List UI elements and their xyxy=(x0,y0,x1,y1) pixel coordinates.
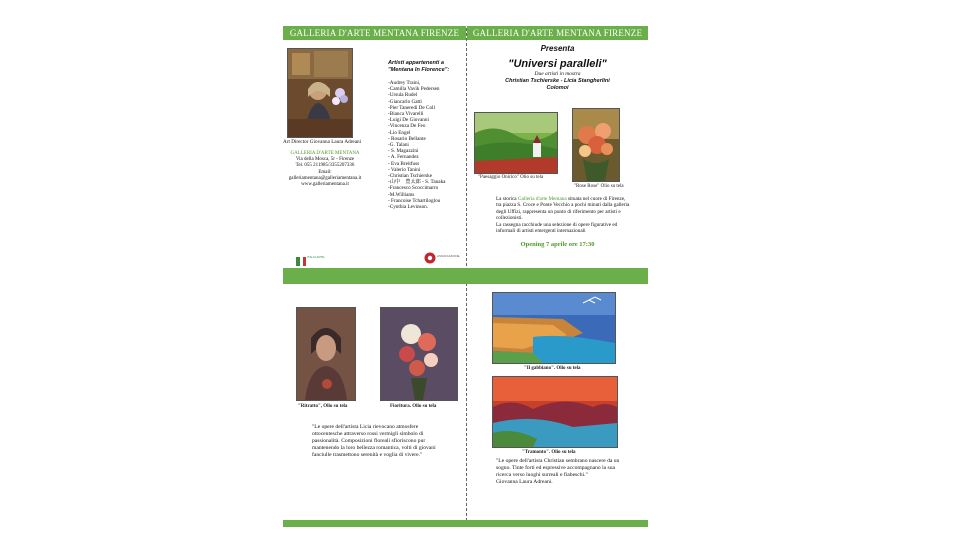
exhibition-artists-cont: Colomoi xyxy=(546,85,569,91)
artist-name: -Vincenza De Feo xyxy=(388,123,426,130)
artist-name: -Audrey Traini, xyxy=(388,80,421,86)
quote-signature: Giovanna Laura Adreani. xyxy=(496,479,553,485)
painting-tramonto xyxy=(492,376,618,448)
header-title-left: GALLERIA D'ARTE MENTANA FIRENZE xyxy=(289,28,460,38)
christian-quote: "Le opere dell'artista Christian sembrano nascere da un sogno. Tinte forti ed espressive accompagnano la sua ricerca verso luoghi surreali e fiabeschi." xyxy=(496,458,620,478)
artist-name: -Ursula Rudel xyxy=(388,92,418,99)
exhibition-artists: Christian Tschierske - Licia Stangherlini xyxy=(505,78,610,84)
painting-ritratto xyxy=(296,307,356,401)
italia-arte-logo-text: ITALIA ARTE xyxy=(307,255,325,259)
artist-name: - S. Magazzini xyxy=(388,148,419,155)
caption-rose-rose: "Rose Rose" Olio su tela xyxy=(574,184,624,189)
director-name: Art Director Giovanna Laura Adreani xyxy=(283,139,362,145)
artist-name: - A. Fernandez xyxy=(388,154,419,161)
gallery-website[interactable]: www.galleriamentana.it xyxy=(301,182,349,188)
header-bar-left xyxy=(283,26,466,40)
gallery-name: GALLERIA D'ARTE MENTANA xyxy=(290,151,360,156)
caption-ritratto: "Ritratto", Olio su tela xyxy=(298,404,348,409)
artist-name: - Valerio Tanini xyxy=(388,166,421,173)
artist-name: -G. Talani xyxy=(388,142,409,149)
artist-name: -Pier Taneredi De Coll xyxy=(388,104,435,111)
middle-band xyxy=(283,268,648,284)
caption-tramonto: "Tramonto". Olio su tela xyxy=(522,450,576,455)
association-logo-text: ASSOCIAZIONE xyxy=(437,254,460,258)
painting-paesaggio-onirico xyxy=(474,112,558,174)
painting-il-gabbiano xyxy=(492,292,616,364)
caption-paesaggio-onirico: "Paesaggio Onirico" Olio su tela xyxy=(478,175,544,180)
gallery-email: Email: galleriamentana@galleriamentana.it xyxy=(288,169,362,181)
artist-name: -Bianca Vivarelli xyxy=(388,111,424,118)
director-photo xyxy=(287,48,353,138)
exhibition-subtitle: Due artisti in mostra xyxy=(534,71,581,77)
artist-name: - Eva Breitfuss xyxy=(388,160,420,167)
painting-fioritura xyxy=(380,307,458,401)
artist-name: -山中 豊太郎 - S. Tanaka xyxy=(388,179,446,186)
artist-name: - Francoise Tchartiloglou xyxy=(388,197,441,204)
presenta-label: Presenta xyxy=(540,44,575,53)
artists-heading-line1: Artisti appartenenti a xyxy=(388,60,444,66)
artist-name: -Giancarlo Gatti xyxy=(388,98,422,105)
artist-name: -Cynthia Levinson. xyxy=(388,204,429,211)
italia-arte-logo xyxy=(296,253,325,262)
artist-name: -Francesco Scoccimarro xyxy=(388,185,439,192)
header-bar-right xyxy=(467,26,648,40)
exhibition-description: La rassegna racchiude una selezione di opere figurative ed informali di artisti emergenti internazionali xyxy=(496,221,618,235)
gallery-address: Via della Mosca, 5r - Firenze xyxy=(295,157,355,163)
caption-fioritura: Fioritura. Olio su tela xyxy=(390,404,437,409)
opening-date: Opening 7 aprile ore 17:30 xyxy=(520,241,595,248)
gallery-description-prefix: La storica xyxy=(496,196,518,202)
association-logo xyxy=(424,251,460,263)
gallery-description-suffix: situata nel cuore di Firenze, tra piazza S. Croce e Ponte Vecchio a pochi minuti dalla galleria degli Uffizi, rappresenta un punto di riferimento per artisti e collezionisti. xyxy=(496,196,630,222)
artist-name: - Rosario Bellante xyxy=(388,135,426,142)
artist-name: -Christian Tschierske xyxy=(388,173,433,180)
exhibition-title: "Universi paralleli" xyxy=(508,58,607,70)
header-title-right: GALLERIA D'ARTE MENTANA FIRENZE xyxy=(472,28,643,38)
caption-il-gabbiano: "Il gabbiano". Olio su tela xyxy=(524,366,581,371)
gallery-tel: Tel. 055 211985/3355207336 xyxy=(295,163,355,169)
artist-name: -M.Williams xyxy=(388,191,415,198)
gallery-link[interactable]: Galleria d'arte Mentana xyxy=(517,196,567,202)
licia-quote: "Le opere dell'artista Licia rievocano atmosfere ottocentesche attraverso rossi vermigli simbolo di passionalità. Composizioni floreali sfioriscono pur mantenendo la loro bellezza romantica, volti di giovani fanciulle trasmettono serenità e voglia di vivere." xyxy=(312,424,436,458)
artist-name: -Camilla Vavik Pedersen xyxy=(388,86,440,93)
bottom-band xyxy=(283,520,648,527)
artists-heading-line2: "Mentana In Florence": xyxy=(388,67,450,73)
artists-list xyxy=(388,80,466,210)
artist-name: -Luigi De Giovanni xyxy=(388,117,429,124)
painting-rose-rose xyxy=(572,108,620,182)
artist-name: -Lio Engel xyxy=(388,129,411,136)
